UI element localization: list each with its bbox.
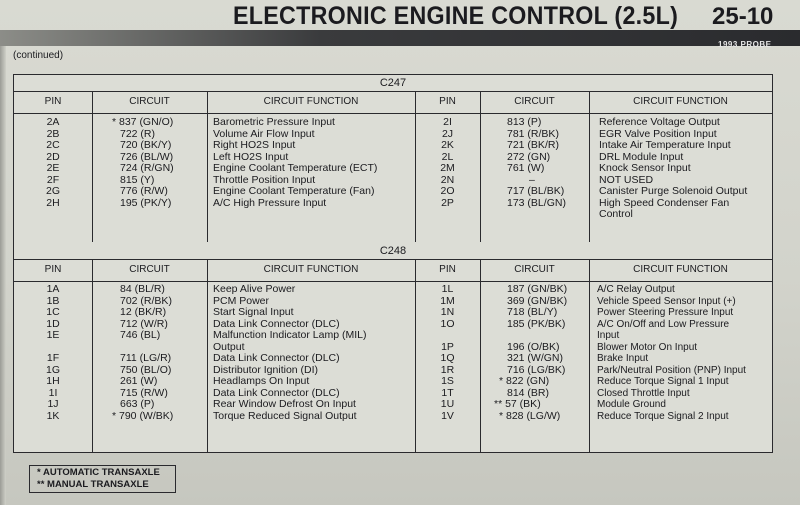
circuit-cell: 746 (BL) <box>120 329 161 341</box>
function-cell: Reduce Torque Signal 2 Input <box>597 410 729 422</box>
pin-cell: 1Q <box>440 352 455 364</box>
function-cell: EGR Valve Position Input <box>599 127 717 140</box>
function-cell: Intake Air Temperature Input <box>599 139 731 151</box>
function-cell: Engine Coolant Temperature (Fan) <box>213 185 375 197</box>
circuit-cell: 196 (O/BK) <box>507 340 560 353</box>
function-cell: A/C On/Off and Low Pressure <box>597 318 730 330</box>
circuit-cell: 750 (BL/O) <box>120 363 172 376</box>
function-cell: A/C High Pressure Input <box>213 196 327 209</box>
function-cell: Knock Sensor Input <box>599 162 691 174</box>
function-cell: Keep Alive Power <box>213 283 296 295</box>
circuit-cell: 726 (BL/W) <box>120 150 174 163</box>
continued-label: (continued) <box>13 50 64 61</box>
header-bar <box>0 30 800 46</box>
function-cell: Rear Window Defrost On Input <box>213 398 356 410</box>
function-cell: Barometric Pressure Input <box>213 116 335 128</box>
function-cell: Data Link Connector (DLC) <box>213 317 340 330</box>
function-cell: Blower Motor On Input <box>597 341 698 353</box>
pin-cell: 2P <box>441 196 454 209</box>
circuit-cell: – <box>529 173 535 186</box>
function-cell: Brake Input <box>597 353 649 364</box>
circuit-cell: 761 (W) <box>507 162 545 174</box>
pin-cell: 1E <box>46 329 60 341</box>
page-edge-shadow <box>0 45 6 505</box>
pin-cell: 2O <box>440 185 455 197</box>
circuit-column <box>112 117 207 209</box>
circuit-cell: 776 (R/W) <box>120 185 168 197</box>
header-pin: PIN <box>439 264 456 275</box>
pin-cell: 2B <box>46 127 60 140</box>
page-number: 25-10 <box>712 3 774 30</box>
function-cell: Closed Throttle Input <box>597 387 690 399</box>
header-pin: PIN <box>44 264 62 275</box>
header-circuit: CIRCUIT <box>129 96 170 107</box>
pin-cell: 2I <box>443 116 452 128</box>
pin-cell: 2A <box>46 116 60 128</box>
model-year-tag: 1993 PROBE <box>718 40 772 49</box>
pin-cell: 2C <box>46 139 60 151</box>
pin-cell: 1F <box>46 352 60 364</box>
function-cell: Left HO2S Input <box>213 150 289 163</box>
pin-cell: 1D <box>46 317 60 330</box>
circuit-cell: 814 (BR) <box>507 386 550 399</box>
header-circuit-function: CIRCUIT FUNCTION <box>263 264 359 275</box>
column-divider <box>207 91 208 243</box>
pin-cell: 1L <box>441 283 454 295</box>
circuit-cell: 717 (BL/BK) <box>507 185 565 197</box>
function-cell: Input <box>597 330 620 341</box>
function-cell: Canister Purge Solenoid Output <box>599 185 748 197</box>
pin-column <box>415 284 480 422</box>
circuit-cell: * 828 (LG/W) <box>499 409 561 422</box>
header-pin: PIN <box>439 96 456 107</box>
footnote-manual: ** MANUAL TRANSAXLE <box>37 479 149 490</box>
circuit-column <box>507 117 589 209</box>
function-cell: High Speed Condenser Fan <box>599 196 730 209</box>
header-circuit-function: CIRCUIT FUNCTION <box>263 96 359 107</box>
function-cell: Start Signal Input <box>213 306 294 318</box>
pin-column <box>14 117 92 209</box>
function-cell: Headlamps On Input <box>213 375 310 387</box>
function-cell: Right HO2S Input <box>213 139 296 151</box>
footnote-automatic: * AUTOMATIC TRANSAXLE <box>37 467 160 478</box>
pin-cell: 2D <box>46 150 60 163</box>
function-cell: Malfunction Indicator Lamp (MIL) <box>213 329 367 341</box>
circuit-cell: 781 (R/BK) <box>507 127 559 140</box>
pin-cell: 1N <box>440 306 455 318</box>
pin-cell: 2J <box>441 127 454 140</box>
pin-cell: 2H <box>46 196 60 209</box>
pin-cell: 1P <box>441 340 454 353</box>
function-column <box>597 284 771 422</box>
function-cell: Power Steering Pressure Input <box>597 307 734 318</box>
function-cell: Output <box>213 340 245 353</box>
function-column <box>213 117 413 209</box>
pin-cell: 2L <box>441 150 454 163</box>
connector-table-c248 <box>13 242 773 453</box>
function-column <box>599 117 771 221</box>
circuit-cell: 702 (R/BK) <box>120 294 172 307</box>
pin-cell: 1R <box>440 363 455 376</box>
pin-column <box>415 117 480 209</box>
function-cell: Throttle Position Input <box>213 173 316 186</box>
circuit-cell: 272 (GN) <box>507 150 551 163</box>
header-pin: PIN <box>44 96 62 107</box>
header-circuit-function: CIRCUIT FUNCTION <box>633 264 728 275</box>
circuit-cell: 321 (W/GN) <box>507 352 564 364</box>
circuit-cell: 187 (GN/BK) <box>507 283 568 295</box>
pin-cell: 1A <box>46 283 60 295</box>
footnote-box <box>29 465 176 493</box>
pin-cell: 1U <box>440 398 455 410</box>
table-title: C247 <box>14 75 772 92</box>
column-divider <box>589 259 590 452</box>
pin-cell: 2K <box>441 139 454 151</box>
column-divider <box>92 91 93 243</box>
circuit-cell: 84 (BL/R) <box>120 283 165 295</box>
function-cell: Volume Air Flow Input <box>213 127 315 140</box>
pin-cell: 1C <box>46 306 60 318</box>
pin-cell: 1I <box>48 386 58 399</box>
circuit-cell: * 837 (GN/O) <box>112 116 174 128</box>
circuit-cell: 716 (LG/BK) <box>507 363 566 376</box>
circuit-column <box>112 284 207 422</box>
pin-cell: 1J <box>47 398 59 410</box>
circuit-cell: * 790 (W/BK) <box>112 409 174 422</box>
function-cell: Torque Reduced Signal Output <box>213 409 357 422</box>
pin-cell: 1T <box>441 386 454 399</box>
pin-cell: 1V <box>441 409 454 422</box>
function-cell: Park/Neutral Position (PNP) Input <box>597 364 746 376</box>
function-cell: Reference Voltage Output <box>599 116 720 128</box>
circuit-cell: 12 (BK/R) <box>120 306 167 318</box>
circuit-cell: 195 (PK/Y) <box>120 196 172 209</box>
circuit-cell: 712 (W/R) <box>120 317 168 330</box>
circuit-cell: 711 (LG/R) <box>120 352 172 364</box>
function-cell: DRL Module Input <box>599 150 684 163</box>
table-header-row <box>14 259 772 282</box>
header-circuit: CIRCUIT <box>129 264 170 275</box>
header-circuit: CIRCUIT <box>514 264 555 275</box>
function-cell: NOT USED <box>599 173 654 186</box>
pin-cell: 1H <box>46 375 60 387</box>
function-cell: Reduce Torque Signal 1 Input <box>597 376 729 387</box>
circuit-column <box>494 284 589 422</box>
pin-cell: 2M <box>440 162 455 174</box>
circuit-cell: 722 (R) <box>120 127 156 140</box>
function-cell: Control <box>599 208 633 220</box>
circuit-cell: 724 (R/GN) <box>120 162 174 174</box>
function-cell: Vehicle Speed Sensor Input (+) <box>597 295 736 307</box>
column-divider <box>207 259 208 452</box>
circuit-cell: 369 (GN/BK) <box>507 294 568 307</box>
column-divider <box>480 259 481 452</box>
circuit-cell: ** 57 (BK) <box>494 398 541 410</box>
circuit-cell: 173 (BL/GN) <box>507 196 566 209</box>
header-circuit-function: CIRCUIT FUNCTION <box>633 96 728 107</box>
circuit-cell <box>494 330 589 342</box>
circuit-cell: 721 (BK/R) <box>507 139 559 151</box>
function-cell: Data Link Connector (DLC) <box>213 352 340 364</box>
header-circuit: CIRCUIT <box>514 96 555 107</box>
connector-table-c247 <box>13 74 773 244</box>
pin-cell <box>415 330 480 342</box>
pin-cell: 2E <box>46 162 60 174</box>
pin-cell: 1G <box>45 363 60 376</box>
circuit-cell: 718 (BL/Y) <box>507 306 558 318</box>
circuit-cell: 715 (R/W) <box>120 386 168 399</box>
function-cell: Data Link Connector (DLC) <box>213 386 340 399</box>
circuit-cell: 813 (P) <box>507 116 542 128</box>
pin-column <box>14 284 92 422</box>
function-cell: PCM Power <box>213 294 270 307</box>
function-cell: Module Ground <box>597 399 666 410</box>
pin-cell: 2G <box>45 185 60 197</box>
circuit-cell: 663 (P) <box>120 398 155 410</box>
circuit-cell: 185 (PK/BK) <box>507 317 566 330</box>
circuit-cell: 815 (Y) <box>120 173 155 186</box>
pin-cell: 1B <box>46 294 60 307</box>
page-title: ELECTRONIC ENGINE CONTROL (2.5L) <box>233 2 679 30</box>
circuit-cell: * 822 (GN) <box>499 375 550 387</box>
pin-cell: 1O <box>440 317 455 330</box>
pin-cell: 2F <box>46 173 60 186</box>
table-title: C248 <box>14 243 772 260</box>
column-divider <box>589 91 590 243</box>
column-divider <box>92 259 93 452</box>
function-cell: Distributor Ignition (DI) <box>213 363 319 376</box>
pin-cell: 1S <box>441 375 454 387</box>
function-cell: A/C Relay Output <box>597 284 675 295</box>
circuit-cell: 261 (W) <box>120 375 158 387</box>
pin-cell: 2N <box>440 173 455 186</box>
table-header-row <box>14 91 772 114</box>
function-column <box>213 284 413 422</box>
pin-cell: 1M <box>440 294 455 307</box>
column-divider <box>480 91 481 243</box>
pin-cell: 1K <box>46 409 60 422</box>
function-cell: Engine Coolant Temperature (ECT) <box>213 162 378 174</box>
circuit-cell: 720 (BK/Y) <box>120 139 172 151</box>
